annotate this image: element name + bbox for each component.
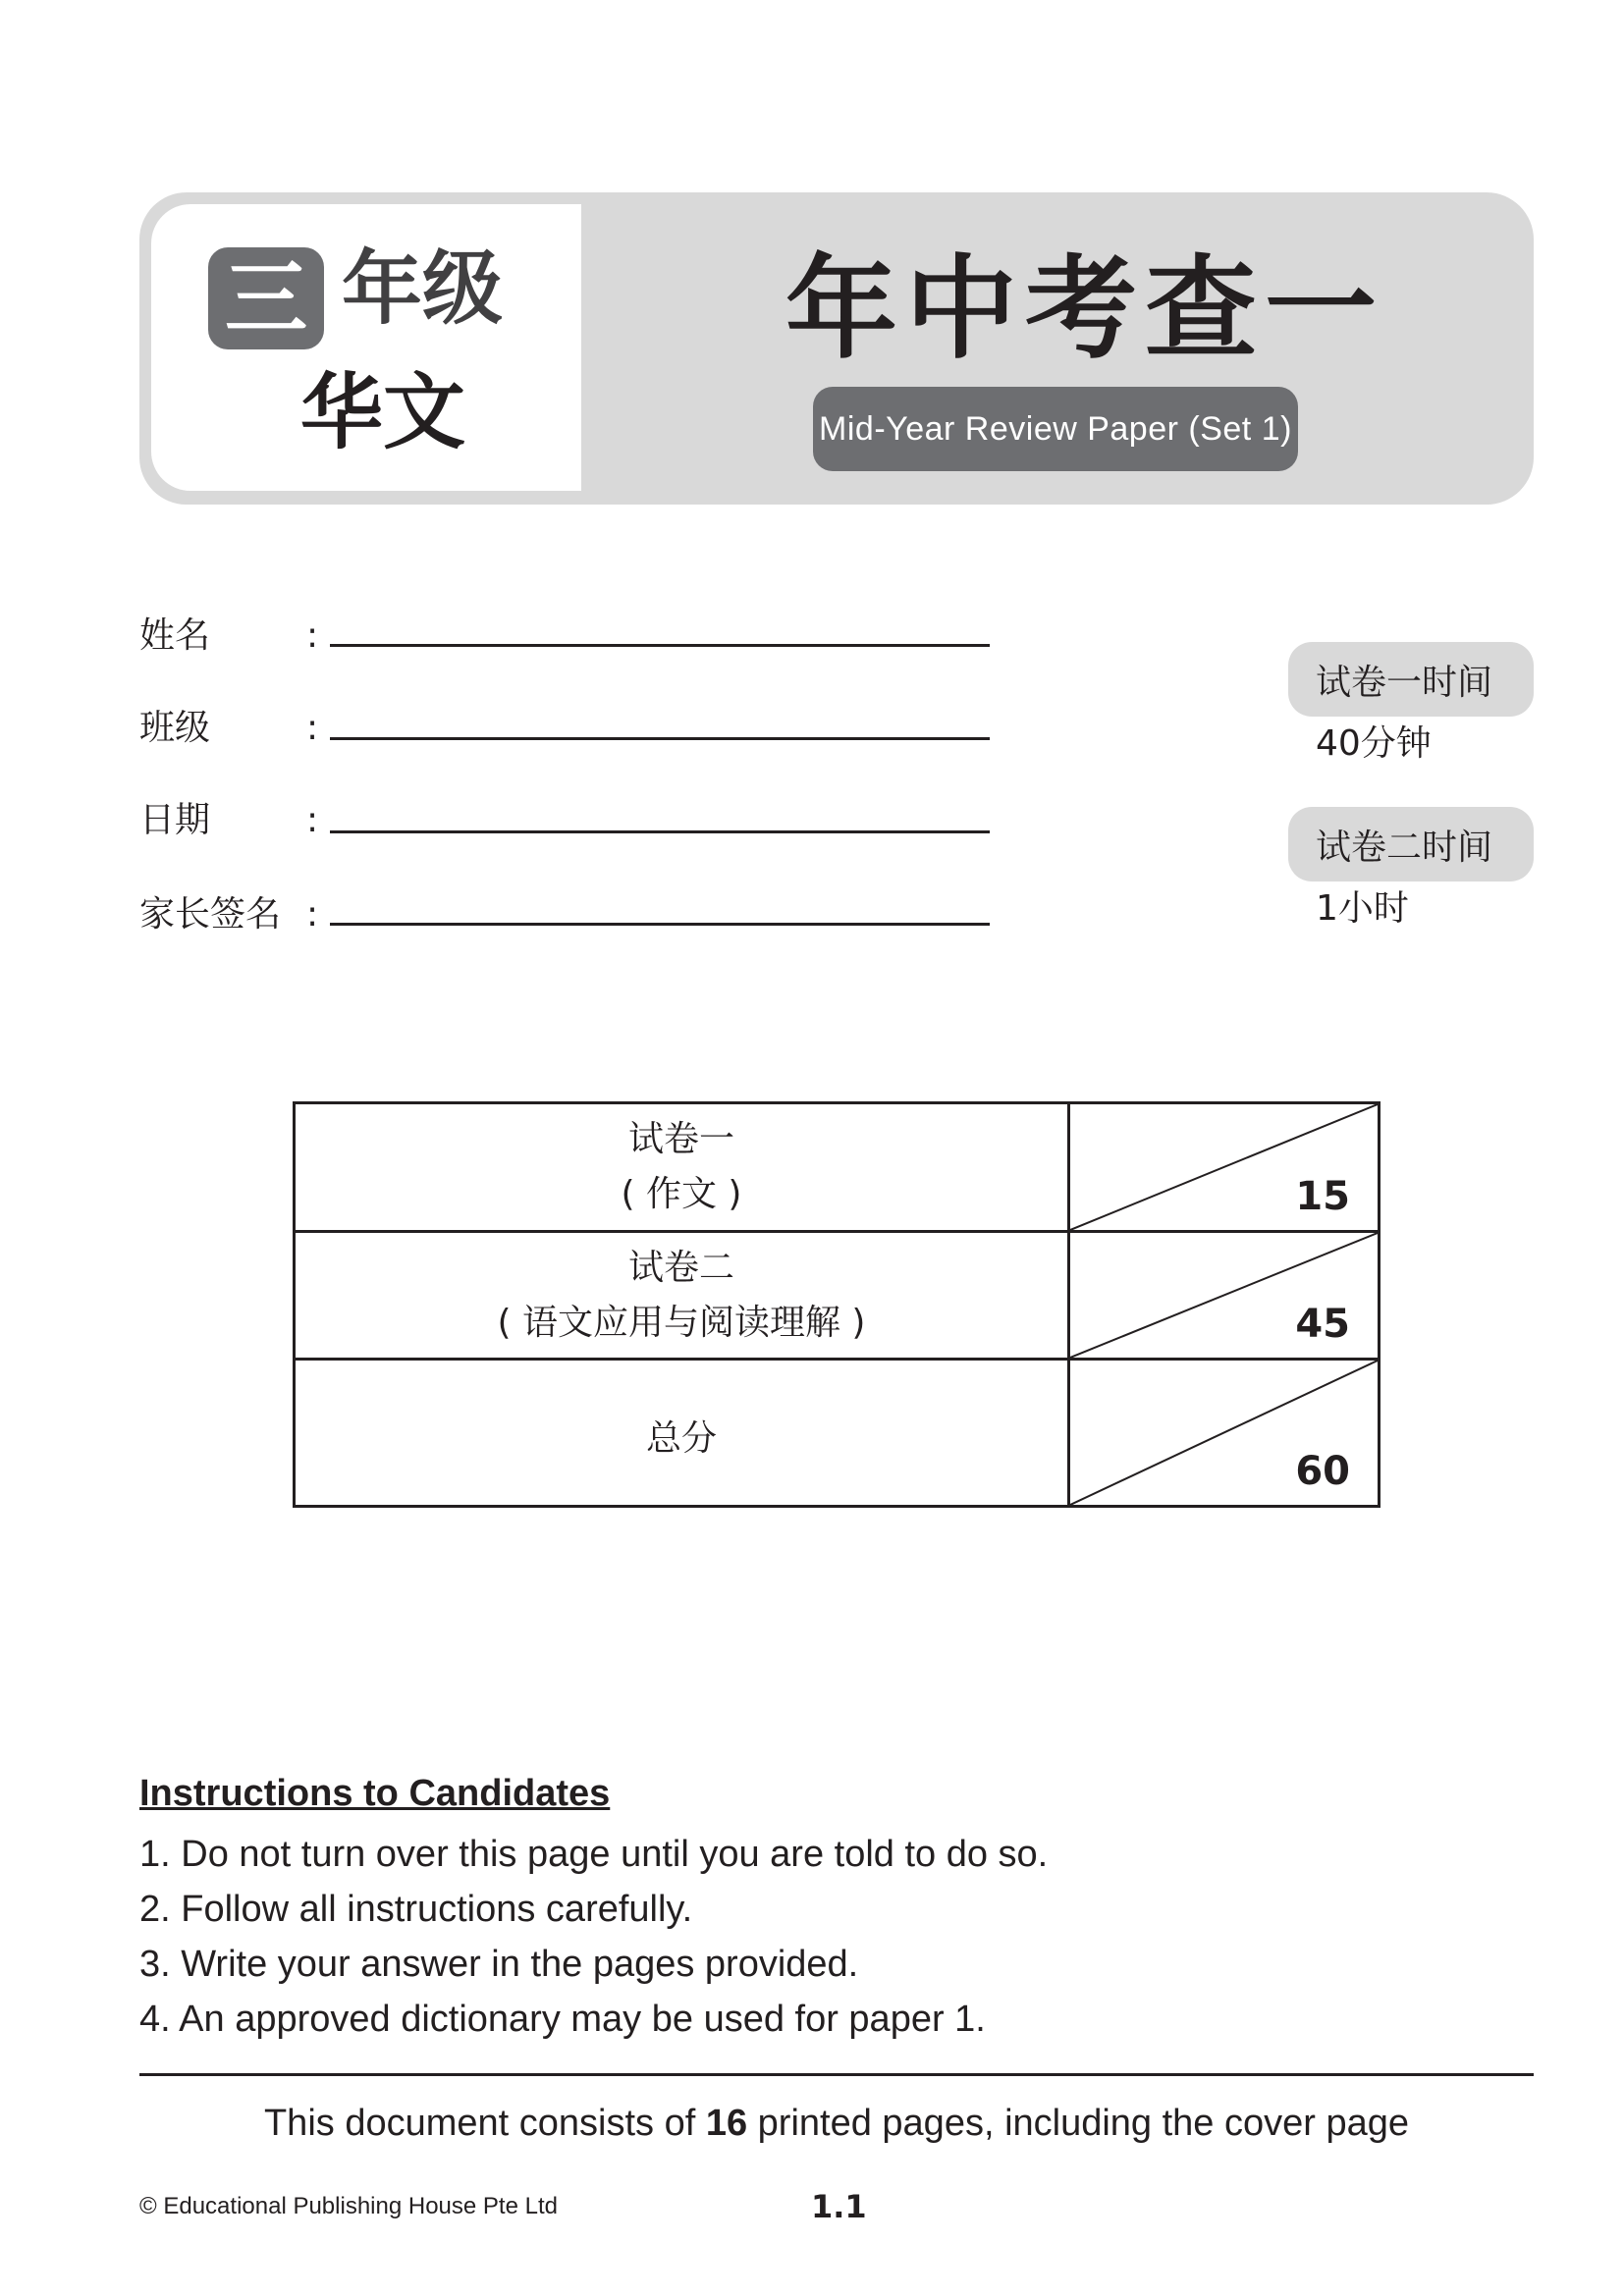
instructions-title: Instructions to Candidates bbox=[139, 1773, 611, 1814]
paper1-score-cell[interactable] bbox=[1070, 1104, 1378, 1230]
class-field[interactable] bbox=[330, 737, 990, 740]
paper2-desc: ( 语文应用与阅读理解 ) bbox=[497, 1302, 866, 1343]
instruction-item: 3. Write your answer in the pages provided. bbox=[139, 1944, 859, 1985]
paper2-time-value: 1小时 bbox=[1316, 888, 1409, 929]
paper1-time-value: 40分钟 bbox=[1316, 723, 1432, 764]
instruction-item: 4. An approved dictionary may be used for paper 1. bbox=[139, 1999, 986, 2040]
page-number: 1.1 bbox=[811, 2188, 867, 2225]
paper2-name: 试卷二 bbox=[627, 1247, 734, 1288]
paper1-cell bbox=[296, 1104, 1070, 1230]
note-prefix: This document consists of bbox=[263, 2103, 706, 2144]
instruction-item: 2. Follow all instructions carefully. bbox=[139, 1889, 693, 1930]
table-row bbox=[296, 1104, 1378, 1233]
total-score-cell[interactable] bbox=[1070, 1361, 1378, 1505]
paper2-max-score: 45 bbox=[1295, 1302, 1350, 1347]
paper-subtitle: Mid-Year Review Paper (Set 1) bbox=[813, 387, 1298, 471]
paper1-name: 试卷一 bbox=[627, 1119, 734, 1160]
score-table bbox=[293, 1101, 1380, 1508]
paper1-time-label: 试卷一时间 bbox=[1288, 642, 1534, 717]
parent-signature-label: 家长签名 bbox=[139, 894, 282, 934]
table-row bbox=[296, 1233, 1378, 1361]
parent-signature-field[interactable] bbox=[330, 923, 990, 926]
paper2-cell bbox=[296, 1233, 1070, 1358]
note-suffix: printed pages, including the cover page bbox=[747, 2103, 1410, 2144]
name-colon: : bbox=[306, 615, 319, 656]
name-label: 姓名 bbox=[139, 615, 211, 656]
paper-title: 年中考查一 bbox=[785, 243, 1385, 374]
page-count-note bbox=[139, 2105, 1534, 2142]
total-cell bbox=[296, 1361, 1070, 1505]
grade-label: 年级 bbox=[342, 242, 504, 336]
paper1-max-score: 15 bbox=[1295, 1174, 1350, 1219]
table-row bbox=[296, 1361, 1378, 1505]
paper2-time-label: 试卷二时间 bbox=[1288, 807, 1534, 881]
subject-title: 华文 bbox=[300, 364, 466, 460]
date-colon: : bbox=[306, 800, 319, 840]
footer-divider bbox=[139, 2073, 1534, 2076]
paper2-score-cell[interactable] bbox=[1070, 1233, 1378, 1358]
name-field[interactable] bbox=[330, 644, 990, 647]
paper1-desc: ( 作文 ) bbox=[621, 1174, 742, 1214]
total-max-score: 60 bbox=[1295, 1449, 1350, 1494]
total-label: 总分 bbox=[645, 1418, 717, 1459]
page-count: 16 bbox=[705, 2103, 748, 2144]
date-label: 日期 bbox=[139, 800, 211, 840]
date-field[interactable] bbox=[330, 830, 990, 833]
grade-numeral-badge: 三 bbox=[208, 247, 324, 349]
parent-signature-colon: : bbox=[306, 894, 319, 934]
copyright: © Educational Publishing House Pte Ltd bbox=[139, 2193, 558, 2219]
class-colon: : bbox=[306, 708, 319, 748]
class-label: 班级 bbox=[139, 708, 211, 748]
instruction-item: 1. Do not turn over this page until you are told to do so. bbox=[139, 1834, 1049, 1875]
